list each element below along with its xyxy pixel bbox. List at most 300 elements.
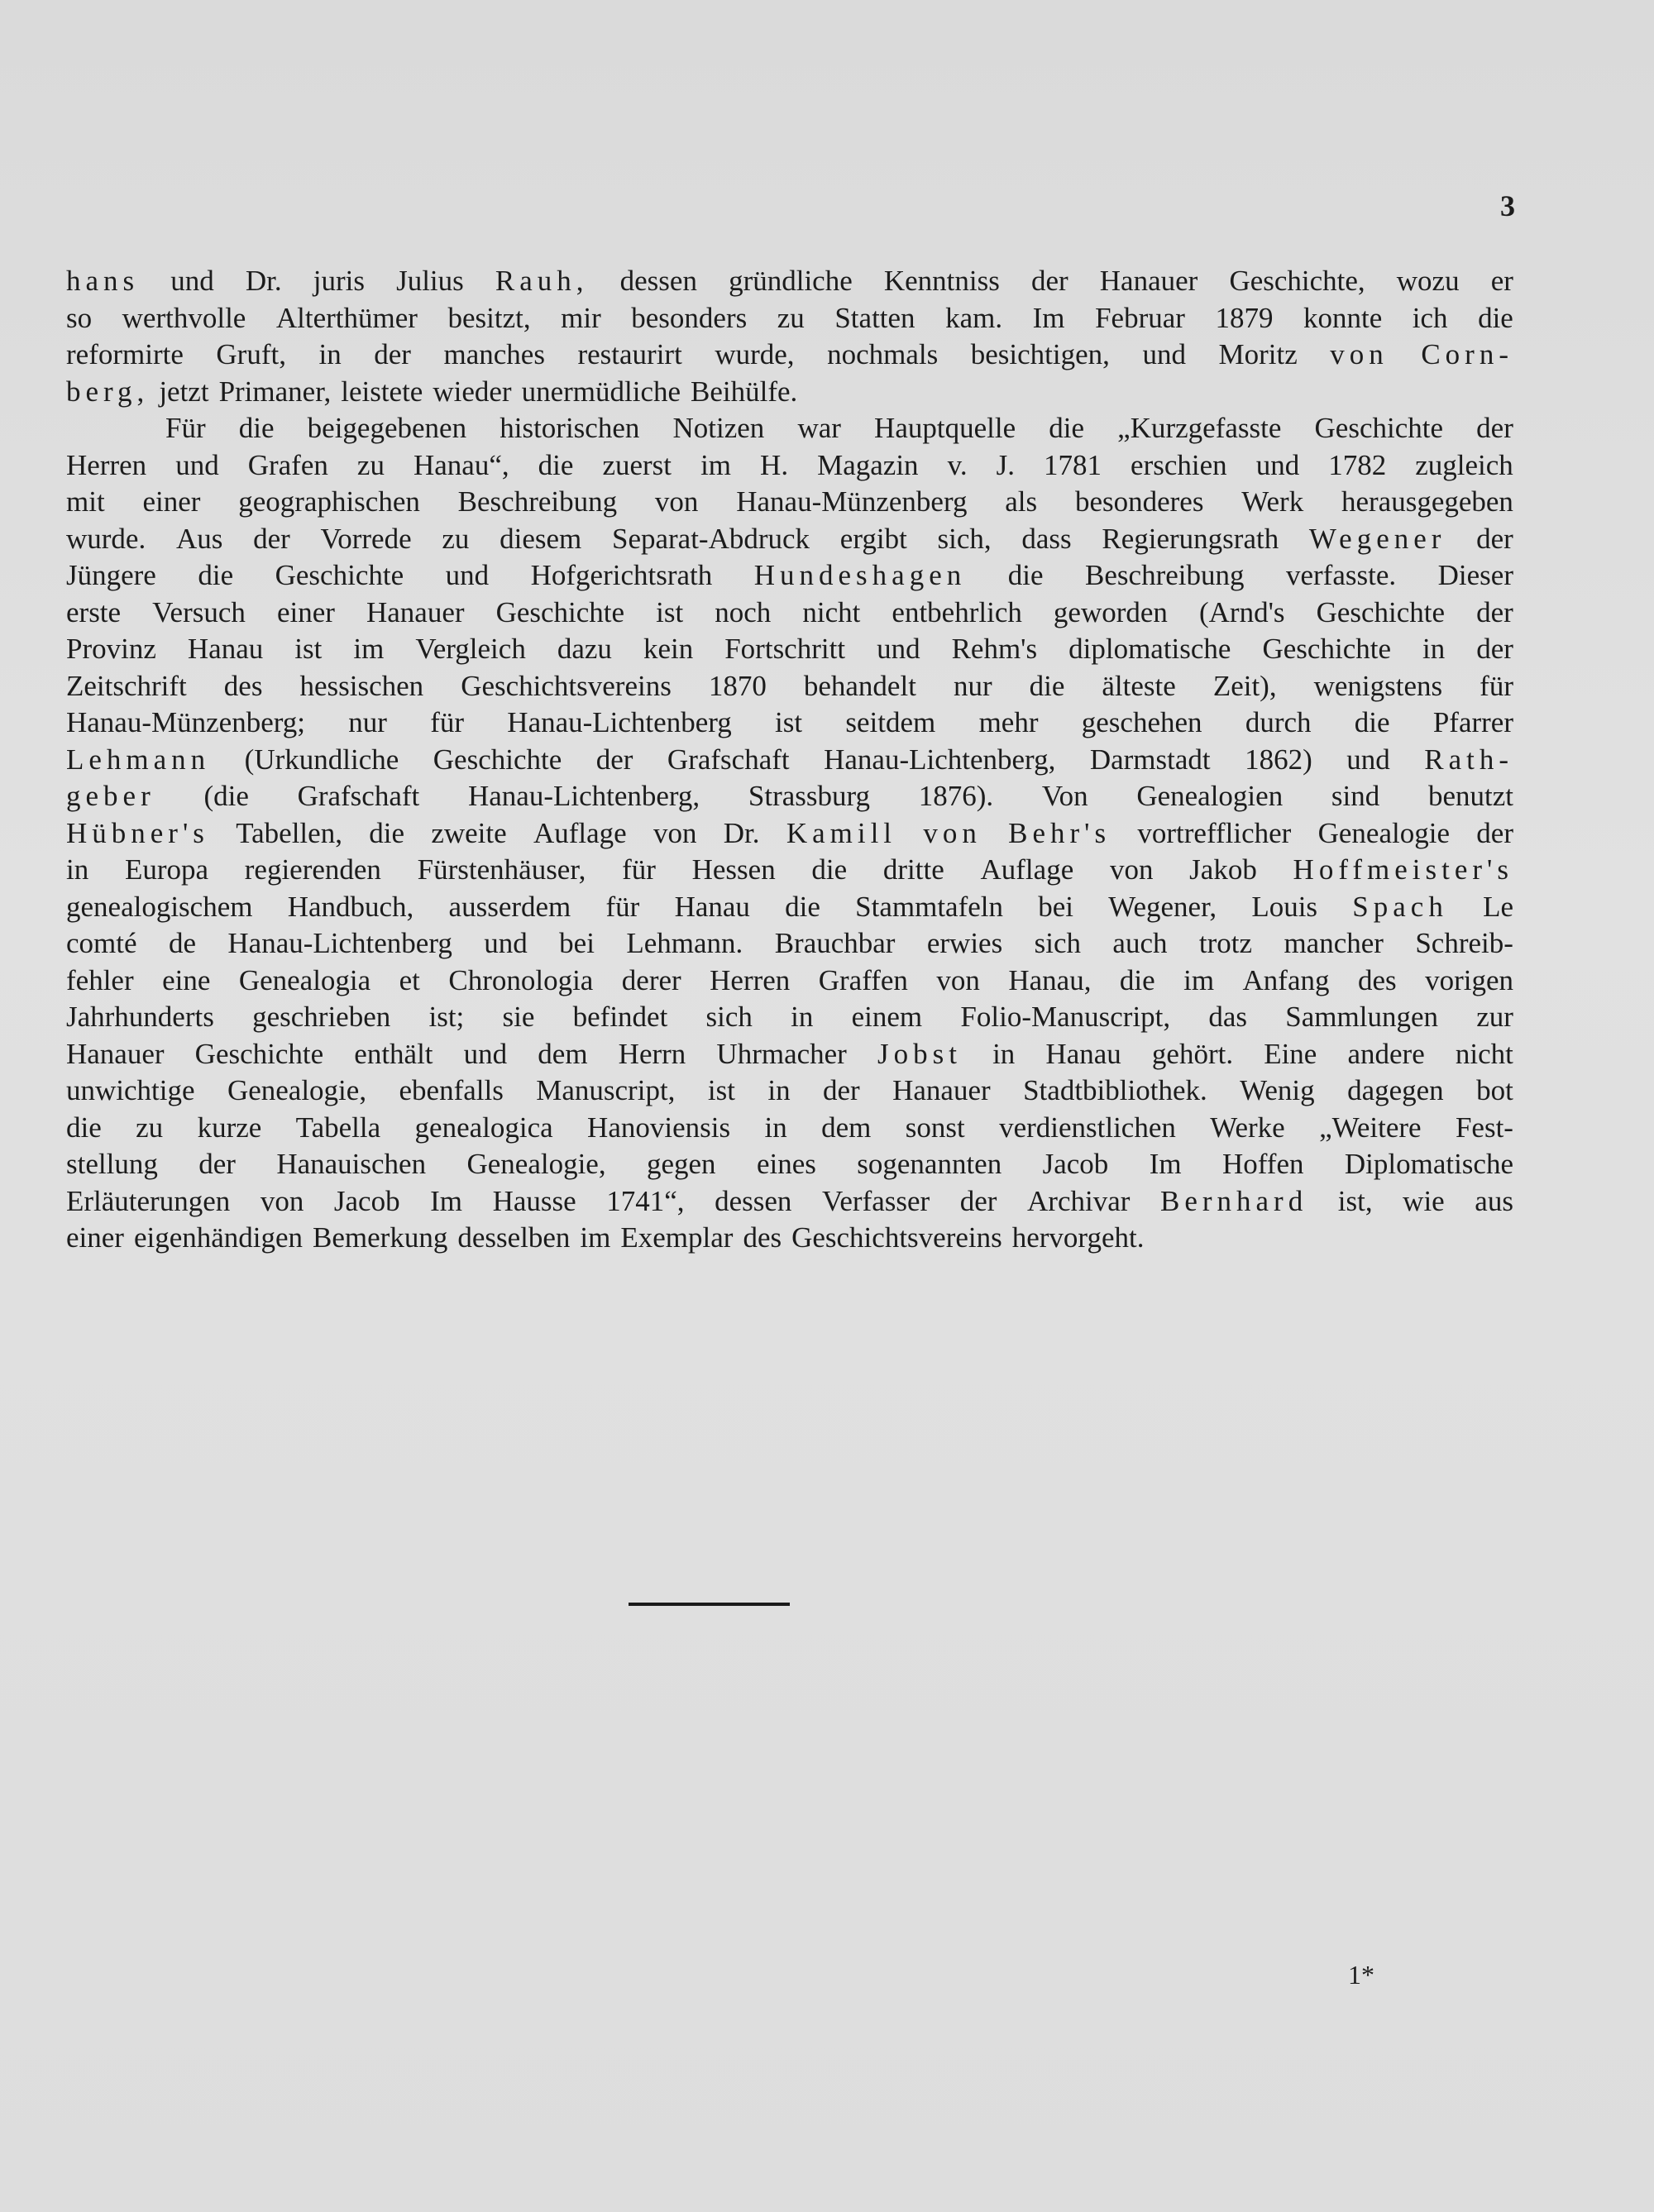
word: die bbox=[1119, 963, 1155, 996]
word: dazu bbox=[557, 633, 612, 665]
word: Eine bbox=[1264, 1037, 1317, 1070]
word: Geschichte bbox=[275, 559, 404, 591]
text-line bbox=[66, 1146, 1513, 1183]
word: Primaner, bbox=[218, 375, 332, 408]
word: der bbox=[1476, 412, 1513, 444]
word: Stadtbibliothek. bbox=[1023, 1074, 1207, 1106]
text-line bbox=[66, 1183, 1513, 1221]
word: Hanauer bbox=[892, 1074, 991, 1106]
word: Lehmann. bbox=[626, 927, 743, 959]
spaced-name-word: von bbox=[1330, 338, 1389, 370]
word: besonderes bbox=[1074, 485, 1204, 518]
word: Moritz bbox=[1218, 338, 1298, 370]
spaced-name-word: Spach bbox=[1352, 890, 1448, 923]
word: Fortschritt bbox=[724, 633, 846, 665]
word: Für bbox=[165, 412, 206, 444]
word: Jacob bbox=[1042, 1148, 1109, 1180]
word: Im bbox=[1149, 1148, 1182, 1180]
spaced-name-word: Hoffmeister's bbox=[1293, 853, 1513, 886]
spaced-name-word: Rauh, bbox=[495, 265, 589, 297]
word: dessen bbox=[619, 265, 697, 297]
word: stellung bbox=[66, 1148, 158, 1180]
word: Geschichte bbox=[433, 743, 562, 776]
word: (die bbox=[203, 780, 249, 812]
word: die bbox=[238, 412, 275, 444]
word: erste bbox=[66, 595, 122, 628]
word: zweite bbox=[431, 816, 507, 849]
word: Zeitschrift bbox=[66, 669, 187, 702]
word: Hanau-Lichtenberg bbox=[507, 706, 732, 738]
word: Alterthümer bbox=[275, 301, 418, 334]
word: sich bbox=[705, 1001, 753, 1033]
word: der bbox=[1476, 633, 1513, 665]
word: Auflage bbox=[980, 853, 1074, 886]
word: die bbox=[811, 853, 848, 886]
spaced-name-word: Wegener bbox=[1308, 522, 1446, 555]
word: Im bbox=[1032, 301, 1065, 334]
word: so bbox=[66, 301, 93, 334]
word: ist, bbox=[1337, 1184, 1373, 1217]
word: unermüdliche bbox=[521, 375, 681, 408]
word: Manuscript, bbox=[536, 1074, 676, 1106]
word: (Urkundliche bbox=[244, 743, 399, 776]
word: Auflage bbox=[533, 816, 627, 849]
word: jetzt bbox=[159, 375, 209, 408]
word: Hanau-Lichtenberg bbox=[227, 927, 452, 959]
word: Jahrhunderts bbox=[66, 1001, 214, 1033]
word: Geschichte, bbox=[1229, 265, 1365, 297]
text-line bbox=[66, 374, 1513, 411]
word: von bbox=[654, 485, 699, 518]
word: genealogischem bbox=[66, 890, 253, 923]
word: unwichtige bbox=[66, 1074, 195, 1106]
spaced-name-word: Kamill bbox=[786, 816, 897, 849]
word: ist bbox=[656, 595, 684, 628]
word: Geschichte bbox=[1316, 595, 1446, 628]
word: nur bbox=[953, 669, 992, 702]
word: von bbox=[936, 963, 980, 996]
word: hessischen bbox=[299, 669, 424, 702]
word: Hauptquelle bbox=[874, 412, 1016, 444]
text-line bbox=[66, 447, 1513, 485]
word: mehr bbox=[978, 706, 1039, 738]
spaced-name-word: Hübner's bbox=[66, 816, 209, 849]
word: Grafschaft bbox=[297, 780, 420, 812]
word: besitzt, bbox=[447, 301, 531, 334]
word: und bbox=[484, 927, 528, 959]
word: Hanauischen bbox=[276, 1148, 427, 1180]
word: der bbox=[1476, 595, 1513, 628]
word: trotz bbox=[1198, 927, 1253, 959]
word: nochmals bbox=[827, 338, 939, 370]
word: entbehrlich bbox=[892, 595, 1022, 628]
word: Gruft, bbox=[216, 338, 286, 370]
word: in bbox=[1422, 633, 1446, 665]
word: Chronologia bbox=[448, 963, 594, 996]
word: einer bbox=[142, 485, 201, 518]
word: de bbox=[168, 927, 196, 959]
word: Hanau bbox=[1045, 1037, 1121, 1070]
word: Hoffen bbox=[1221, 1148, 1304, 1180]
word: Darmstadt bbox=[1089, 743, 1211, 776]
text-line bbox=[66, 925, 1513, 963]
text-line bbox=[66, 1036, 1513, 1073]
word: und bbox=[1346, 743, 1390, 776]
word: in bbox=[318, 338, 342, 370]
word: im bbox=[700, 448, 732, 481]
word: Hanau bbox=[674, 890, 750, 923]
word: Diplomatische bbox=[1344, 1148, 1513, 1180]
word: in bbox=[992, 1037, 1016, 1070]
word: Magazin bbox=[817, 448, 919, 481]
word: Hanau, bbox=[1008, 963, 1092, 996]
word: eigenhändigen bbox=[133, 1221, 304, 1254]
word: ebenfalls bbox=[399, 1074, 504, 1106]
word: beigegebenen bbox=[307, 412, 467, 444]
word: wurde. bbox=[66, 522, 146, 555]
word: juris bbox=[313, 265, 365, 297]
word: 1879 bbox=[1215, 301, 1274, 334]
word: wozu bbox=[1396, 265, 1460, 297]
printer-signature: 1* bbox=[1348, 1960, 1374, 1990]
word: manches bbox=[443, 338, 545, 370]
word: Separat-Abdruck bbox=[611, 522, 810, 555]
word: et bbox=[399, 963, 420, 996]
word: Versuch bbox=[152, 595, 246, 628]
word: der bbox=[198, 1148, 236, 1180]
word: Genealogie, bbox=[466, 1148, 606, 1180]
word: kurze bbox=[197, 1111, 262, 1144]
word: er bbox=[1490, 265, 1513, 297]
spaced-name-word: Rath- bbox=[1424, 743, 1513, 776]
word: in bbox=[791, 1001, 814, 1033]
word: ist bbox=[294, 633, 323, 665]
text-line bbox=[66, 963, 1513, 1000]
word: zugleich bbox=[1415, 448, 1513, 481]
word: vortrefflicher bbox=[1137, 816, 1292, 849]
word: (Arnd's bbox=[1199, 595, 1285, 628]
word: einer bbox=[276, 595, 335, 628]
word: Verfasser bbox=[821, 1184, 930, 1217]
word: Regierungsrath bbox=[1102, 522, 1279, 555]
word: besonders bbox=[631, 301, 748, 334]
word: und bbox=[1142, 338, 1186, 370]
word: des bbox=[1357, 963, 1397, 996]
text-line bbox=[66, 705, 1513, 742]
spaced-name-word: Hundeshagen bbox=[753, 559, 967, 591]
word: diesem bbox=[500, 522, 582, 555]
word: sich, bbox=[937, 522, 992, 555]
word: Zeit), bbox=[1212, 669, 1277, 702]
word: Grafen bbox=[247, 448, 328, 481]
text-line bbox=[66, 1220, 1513, 1257]
word: wie bbox=[1403, 1184, 1445, 1217]
word: noch bbox=[715, 595, 772, 628]
footnote-rule bbox=[629, 1603, 790, 1606]
word: Herren bbox=[710, 963, 791, 996]
word: 1741“, bbox=[606, 1184, 685, 1217]
word: Hanau-Lichtenberg, bbox=[824, 743, 1056, 776]
word: nicht bbox=[1455, 1037, 1513, 1070]
word: das bbox=[1208, 1001, 1248, 1033]
word: auch bbox=[1112, 927, 1168, 959]
word: des bbox=[223, 669, 263, 702]
word: aus bbox=[1475, 1184, 1513, 1217]
text-line bbox=[66, 815, 1513, 853]
word: wieder bbox=[433, 375, 512, 408]
word: „Weitere bbox=[1319, 1111, 1422, 1144]
word: geschrieben bbox=[252, 1001, 391, 1033]
word: eine bbox=[162, 963, 211, 996]
word: Vergleich bbox=[415, 633, 526, 665]
word: Vorrede bbox=[320, 522, 412, 555]
word: Notizen bbox=[672, 412, 765, 444]
word: nur bbox=[348, 706, 387, 738]
word: Beschreibung bbox=[457, 485, 618, 518]
word: Stammtafeln bbox=[855, 890, 1004, 923]
word: von bbox=[653, 816, 697, 849]
word: und bbox=[1255, 448, 1300, 481]
word: enthält bbox=[354, 1037, 433, 1070]
word: der bbox=[823, 1074, 860, 1106]
word: Werk bbox=[1241, 485, 1304, 518]
word: konnte bbox=[1303, 301, 1383, 334]
word: gehört. bbox=[1151, 1037, 1234, 1070]
word: Hanauer bbox=[366, 595, 465, 628]
word: Tabella bbox=[295, 1111, 381, 1144]
word: einer bbox=[66, 1221, 124, 1254]
word: ich bbox=[1412, 301, 1448, 334]
text-line bbox=[66, 742, 1513, 779]
word: für bbox=[430, 706, 465, 738]
word: Le bbox=[1483, 890, 1513, 923]
word: historischen bbox=[500, 412, 640, 444]
word: sind bbox=[1331, 780, 1380, 812]
word: gegen bbox=[646, 1148, 716, 1180]
spaced-name-word: geber bbox=[66, 780, 155, 812]
word: Fürstenhäuser, bbox=[417, 853, 586, 886]
word: Wegener, bbox=[1108, 890, 1217, 923]
word: Tabellen, bbox=[236, 816, 342, 849]
word: für bbox=[605, 890, 640, 923]
word: Rehm's bbox=[951, 633, 1038, 665]
word: Genealogie, bbox=[227, 1074, 367, 1106]
word: war bbox=[797, 412, 841, 444]
word: die bbox=[785, 890, 820, 923]
word: werthvolle bbox=[122, 301, 246, 334]
word: Februar bbox=[1095, 301, 1185, 334]
word: derer bbox=[621, 963, 681, 996]
text-line bbox=[66, 410, 1513, 447]
word: herausgegeben bbox=[1341, 485, 1513, 518]
spaced-name-word: Jobst bbox=[877, 1037, 962, 1070]
word: leistete bbox=[341, 375, 423, 408]
word: als bbox=[1005, 485, 1038, 518]
word: Brauchbar bbox=[774, 927, 896, 959]
word: kam. bbox=[945, 301, 1003, 334]
word: Genealogia bbox=[238, 963, 371, 996]
text-line bbox=[66, 484, 1513, 521]
word: zuerst bbox=[602, 448, 672, 481]
word: der bbox=[959, 1184, 997, 1217]
word: Hofgerichtsrath bbox=[530, 559, 713, 591]
word: Geschichte bbox=[1314, 412, 1444, 444]
word: 1782 bbox=[1328, 448, 1387, 481]
word: 1870 bbox=[708, 669, 767, 702]
word: Statten bbox=[834, 301, 915, 334]
word: in bbox=[767, 1074, 791, 1106]
word: besichtigen, bbox=[970, 338, 1110, 370]
word: älteste bbox=[1102, 669, 1176, 702]
word: Jacob bbox=[333, 1184, 400, 1217]
word: „Kurzgefasste bbox=[1117, 412, 1282, 444]
word: der bbox=[595, 743, 633, 776]
word: ausserdem bbox=[448, 890, 571, 923]
word: andere bbox=[1347, 1037, 1425, 1070]
word: kein bbox=[643, 633, 694, 665]
text-line bbox=[66, 778, 1513, 815]
word: zu bbox=[442, 522, 470, 555]
word: der bbox=[1030, 265, 1068, 297]
word: vorigen bbox=[1425, 963, 1513, 996]
text-line bbox=[66, 999, 1513, 1036]
word: restaurirt bbox=[577, 338, 682, 370]
word: dagegen bbox=[1347, 1074, 1444, 1106]
word: durch bbox=[1245, 706, 1312, 738]
word: zu bbox=[136, 1111, 164, 1144]
word: Jakob bbox=[1189, 853, 1257, 886]
spaced-name-word: Behr's bbox=[1008, 816, 1111, 849]
page-number: 3 bbox=[1500, 189, 1515, 222]
word: Hanau-Münzenberg bbox=[736, 485, 968, 518]
word: ist bbox=[707, 1074, 735, 1106]
word: Hanoviensis bbox=[587, 1111, 731, 1144]
word: Geschichte bbox=[495, 595, 625, 628]
word: eines bbox=[756, 1148, 816, 1180]
word: die bbox=[369, 816, 405, 849]
word: zur bbox=[1476, 1001, 1513, 1033]
word: geworden bbox=[1053, 595, 1168, 628]
word: Kenntniss bbox=[883, 265, 1000, 297]
word: Hanau“, bbox=[413, 448, 509, 481]
word: Hanau-Lichtenberg, bbox=[467, 780, 700, 812]
word: die bbox=[1354, 706, 1390, 738]
text-line bbox=[66, 631, 1513, 668]
word: Europa bbox=[124, 853, 209, 886]
word: 1876). bbox=[918, 780, 994, 812]
word: des bbox=[743, 1221, 782, 1254]
word: wurde, bbox=[715, 338, 795, 370]
text-line bbox=[66, 300, 1513, 337]
word: befindet bbox=[572, 1001, 668, 1033]
word: bei bbox=[559, 927, 595, 959]
word: genealogica bbox=[414, 1111, 553, 1144]
word: dem bbox=[538, 1037, 588, 1070]
word: der bbox=[253, 522, 290, 555]
word: Aus bbox=[175, 522, 223, 555]
word: hervorgeht. bbox=[1011, 1221, 1145, 1254]
word: von bbox=[1109, 853, 1154, 886]
word: Schreib- bbox=[1415, 927, 1513, 959]
word: reformirte bbox=[66, 338, 184, 370]
word: benutzt bbox=[1427, 780, 1513, 812]
word: Bemerkung bbox=[313, 1221, 448, 1254]
word: und bbox=[445, 559, 490, 591]
word: Beihülfe. bbox=[691, 375, 798, 408]
word: J. bbox=[996, 448, 1015, 481]
word: bei bbox=[1038, 890, 1074, 923]
word: die bbox=[1029, 669, 1065, 702]
word: regierenden bbox=[244, 853, 381, 886]
text-line bbox=[66, 521, 1513, 558]
word: mancher bbox=[1284, 927, 1384, 959]
spaced-name-word: Lehmann bbox=[66, 743, 211, 776]
word: Handbuch, bbox=[287, 890, 414, 923]
word: Beschreibung bbox=[1085, 559, 1245, 591]
word: bot bbox=[1476, 1074, 1513, 1106]
word: Anfang bbox=[1242, 963, 1330, 996]
word: mit bbox=[66, 485, 105, 518]
word: und bbox=[175, 448, 219, 481]
spaced-name-word: Corn- bbox=[1421, 338, 1513, 370]
word: Exemplar bbox=[620, 1221, 734, 1254]
word: Hausse bbox=[492, 1184, 576, 1217]
word: Pfarrer bbox=[1432, 706, 1513, 738]
word: ist; bbox=[428, 1001, 465, 1033]
word: die bbox=[1007, 559, 1044, 591]
word: dass bbox=[1021, 522, 1072, 555]
word: Sammlungen bbox=[1285, 1001, 1438, 1033]
word: von bbox=[260, 1184, 304, 1217]
text-line bbox=[66, 595, 1513, 632]
word: Grafschaft bbox=[667, 743, 790, 776]
word: Uhrmacher bbox=[716, 1037, 847, 1070]
word: der bbox=[1476, 816, 1513, 849]
word: sie bbox=[502, 1001, 535, 1033]
word: behandelt bbox=[803, 669, 916, 702]
word: im bbox=[353, 633, 385, 665]
word: gründliche bbox=[729, 265, 853, 297]
word: erschien bbox=[1131, 448, 1227, 481]
text-line bbox=[66, 337, 1513, 374]
word: in bbox=[764, 1111, 787, 1144]
word: Geschichte bbox=[194, 1037, 324, 1070]
word: Dr. bbox=[723, 816, 760, 849]
word: Graffen bbox=[818, 963, 908, 996]
word: fehler bbox=[66, 963, 134, 996]
word: mir bbox=[561, 301, 601, 334]
word: Im bbox=[430, 1184, 463, 1217]
word: wenigstens bbox=[1313, 669, 1443, 702]
spaced-name-word: hans bbox=[66, 265, 140, 297]
word: Erläuterungen bbox=[66, 1184, 231, 1217]
spaced-name-word: Bernhard bbox=[1159, 1184, 1308, 1217]
word: in bbox=[66, 853, 89, 886]
word: Hanau-Münzenberg; bbox=[66, 706, 305, 738]
word: Herren bbox=[66, 448, 147, 481]
word: Werke bbox=[1210, 1111, 1285, 1144]
word: 1781 bbox=[1044, 448, 1102, 481]
word: nicht bbox=[802, 595, 861, 628]
spaced-name-word: von bbox=[923, 816, 982, 849]
word: zu bbox=[356, 448, 385, 481]
word: zu bbox=[777, 301, 805, 334]
word: und bbox=[170, 265, 214, 297]
text-line bbox=[66, 889, 1513, 926]
word: erwies bbox=[926, 927, 1003, 959]
word: Dieser bbox=[1437, 559, 1513, 591]
word: ist bbox=[775, 706, 803, 738]
